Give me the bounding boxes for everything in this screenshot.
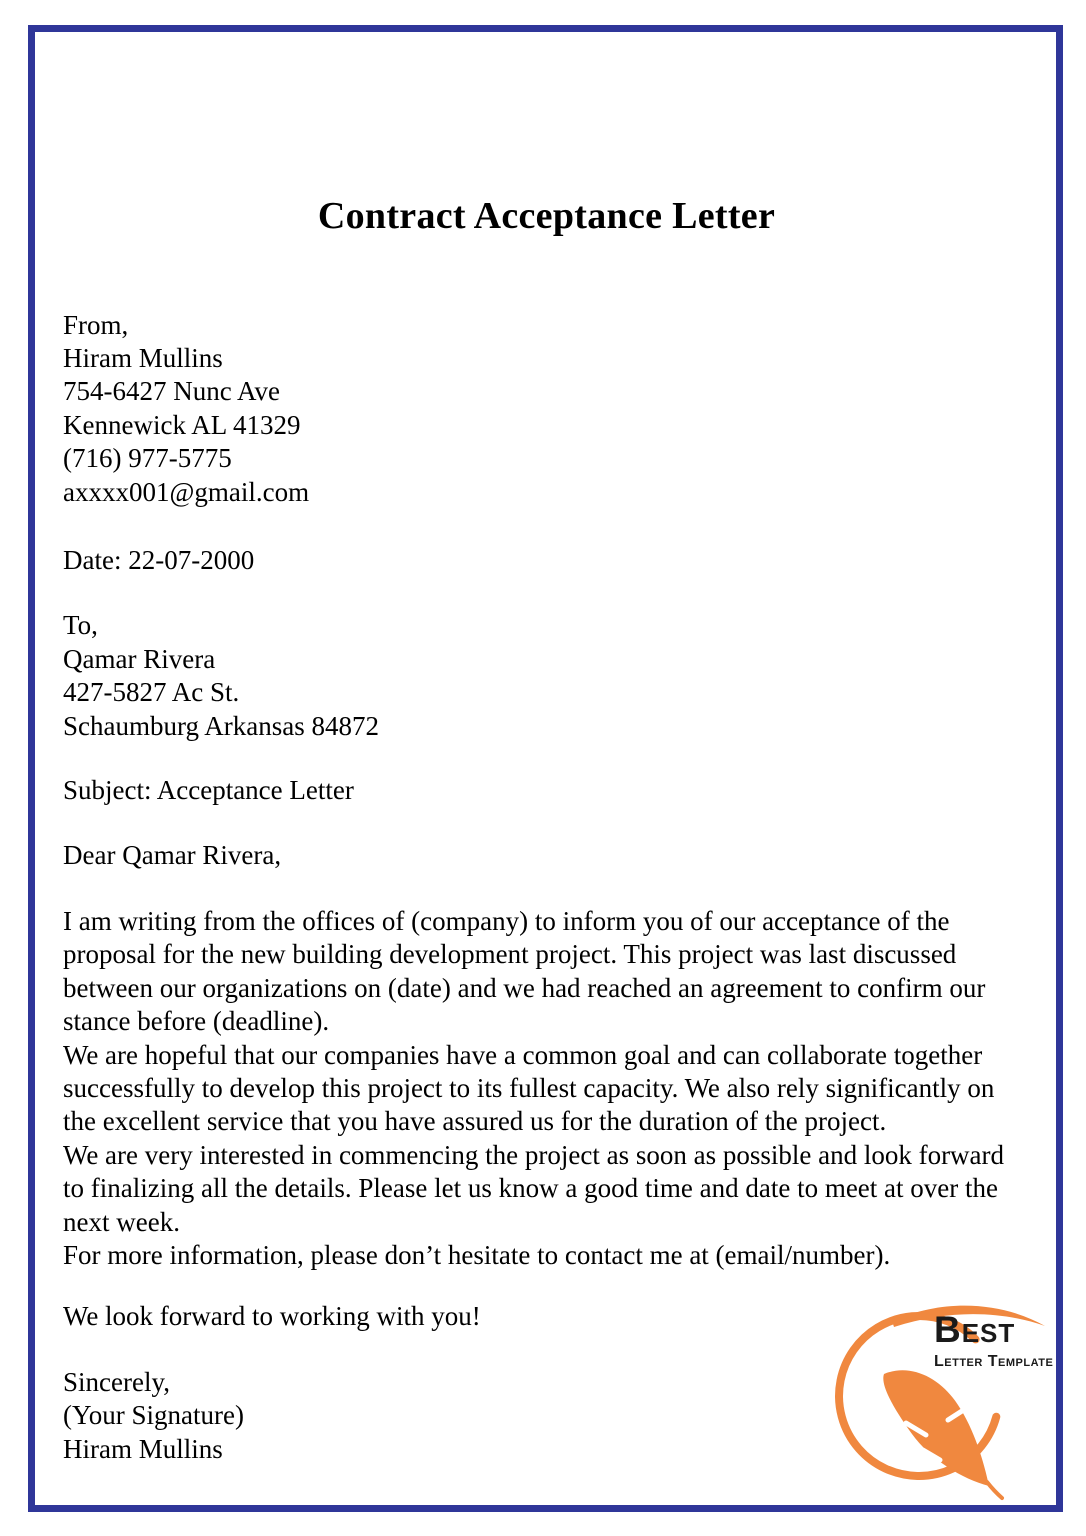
sender-block bbox=[63, 309, 1030, 509]
recipient-name: Qamar Rivera bbox=[63, 643, 216, 674]
letter-page bbox=[28, 25, 1063, 1512]
sender-label: From, bbox=[63, 309, 129, 340]
signoff-sincerely: Sincerely, bbox=[63, 1366, 170, 1397]
body-paragraph-4: For more information, please don’t hesitate to contact me at (email/number). bbox=[63, 1239, 891, 1270]
closing-line: We look forward to working with you! bbox=[63, 1301, 481, 1332]
salutation: Dear Qamar Rivera, bbox=[63, 840, 282, 871]
logo-best-letter-template bbox=[822, 1277, 1052, 1503]
body-paragraph-2: We are hopeful that our companies have a common goal and can collaborate together successfully to develop this project to its fullest capacity. We also rely significantly on the excellent service that you have assured us for the duration of the project. bbox=[63, 1039, 995, 1137]
sender-name: Hiram Mullins bbox=[63, 343, 223, 373]
sender-email: axxxx001@gmail.com bbox=[63, 476, 310, 507]
logo-wordmark: Best bbox=[934, 1309, 1016, 1350]
signoff-name: Hiram Mullins bbox=[63, 1433, 223, 1464]
page-title: Contract Acceptance Letter bbox=[317, 195, 776, 237]
date-line: Date: 22-07-2000 bbox=[63, 545, 255, 576]
logo-tagline: Letter Template bbox=[934, 1353, 1054, 1370]
subject-line: Subject: Acceptance Letter bbox=[63, 775, 354, 806]
body-paragraph-1: I am writing from the offices of (company) to inform you of our acceptance of the proposal for the new building development project. This project was last discussed between our organizations on (date) and we had reached an agreement to confirm our stance before (deadline). bbox=[63, 905, 986, 1037]
signoff-signature: (Your Signature) bbox=[63, 1400, 244, 1431]
sender-phone: (716) 977-5775 bbox=[63, 443, 232, 474]
recipient-label: To, bbox=[63, 610, 98, 641]
letter-body bbox=[63, 905, 1023, 1272]
sender-street: 754-6427 Nunc Ave bbox=[63, 376, 280, 407]
recipient-block bbox=[63, 609, 1030, 743]
recipient-street: 427-5827 Ac St. bbox=[63, 677, 240, 708]
sender-city: Kennewick AL 41329 bbox=[63, 409, 301, 440]
recipient-city: Schaumburg Arkansas 84872 bbox=[63, 710, 379, 741]
body-paragraph-3: We are very interested in commencing the project as soon as possible and look forward to finalizing all the details. Please let us know a good time and date to meet at over the next week. bbox=[63, 1139, 1005, 1237]
